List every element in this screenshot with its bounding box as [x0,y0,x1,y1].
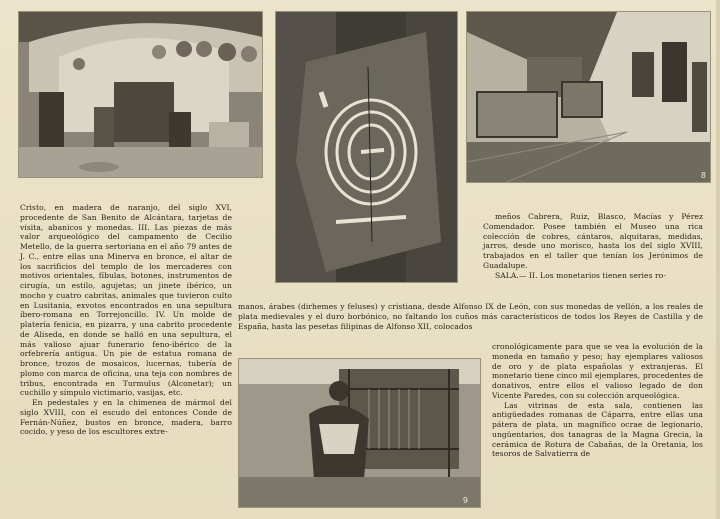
paragraph: En pedestales y en la chimenea de mármol del siglo XVIII, con el escudo del entonces Conde de Fernán-Núñez, bustos en bronce, madera, barro cocido, y yeso de los escultores extre- [20,398,232,437]
photo-woman-at-loom [238,358,481,508]
page-edge [716,0,720,519]
paragraph: Las vitrinas de esta sala, contienen las antigüedades romanas de Cáparra, entre ellas una pátera de plata, un magnífico ocrae de legionario, ungüentarios, dos tanagras de la Magna Grecia, la cerámica de Rotura de Cabañas, de la Oretania, los tesoros de Salvatierra de [492,400,703,459]
figure-number-8: 8 [700,171,706,180]
text-column-right-bottom [492,342,703,459]
text-column-left [20,203,232,437]
paragraph: SALA.— II. Los monetarios tienen series ro- [495,270,666,280]
photo-traditional-kitchen [18,11,263,178]
photo-museum-hall [466,11,711,183]
paragraph: cronológicamente para que se vea la evolución de la moneda en tamaño y peso; hay ejemplares valiosos de oro y de plata españolas y extranjeras. El monetario tiene cinco mil ejemplares, procedentes de donativos, entre ellos el valioso legado de don Vicente Paredes, con su colección arqueológica. [492,342,703,400]
paragraph: Cristo, en madera de naranjo, del siglo XVI, procedente de San Benito de Alcántara, tarjetas de visita, abanicos y monedas. III. Las piezas de más valor arqueológico del campamento de Cecilio Metello, de la guerra sertoriana en el año 79 antes de J. C., entre ellas una Minerva en bronce, el altar de los sacrificios del templo de los mercaderes con motivos orientales, fíbulas, botones, instrumentos de cirugía, un estilo, agujetas; un jinete ibérico, un mocho y cuatro cabritas, animales que tuvieron culto en Lusitania, exvotos encontrados en una sepultura íbero-romana en Torrejoncillo. IV. Un molde de platería fenicia, en pizarra, y una cabrito procedente de Aliseda, en donde se halló en una sepultura, el más valioso ajuar funerario feno-ibérico de la orfebrería antigua. Un pie de estatua romana de bronce, trozos de mosaicos, lucernas, tubería de plomo con marca de oficina, una teja con nombres de tribus, encontrada en Turmulus (Alconetar); un cuchillo y símpulo victimario, vasijas, etc. [20,203,232,398]
photo-engraved-stone [275,11,458,283]
text-column-middle [238,302,703,331]
figure-number-9: 9 [462,496,468,505]
paragraph: manos, árabes (dirhemes y feluses) y cristiana, desde Alfonso IX de León, con sus monedas de vellón, a los reales de plata medievales y el duro borbónico, no faltando los cuños más característicos de todos los Reyes de Castilla y de España, hasta las pesetas filipinas de Alfonso XII, colocados [238,302,703,331]
paragraph: meños Cabrera, Ruiz, Blasco, Macías y Pérez Comendador. Posee también el Museo una rica colección de cobres, cántaros, alquitaras, medidas, jarros, desde uno morisco, hasta los del siglo XVIII, trabajados en el taller que tenían los Jerónimos de Guadalupe. [483,212,703,270]
text-column-right-top [483,212,703,280]
